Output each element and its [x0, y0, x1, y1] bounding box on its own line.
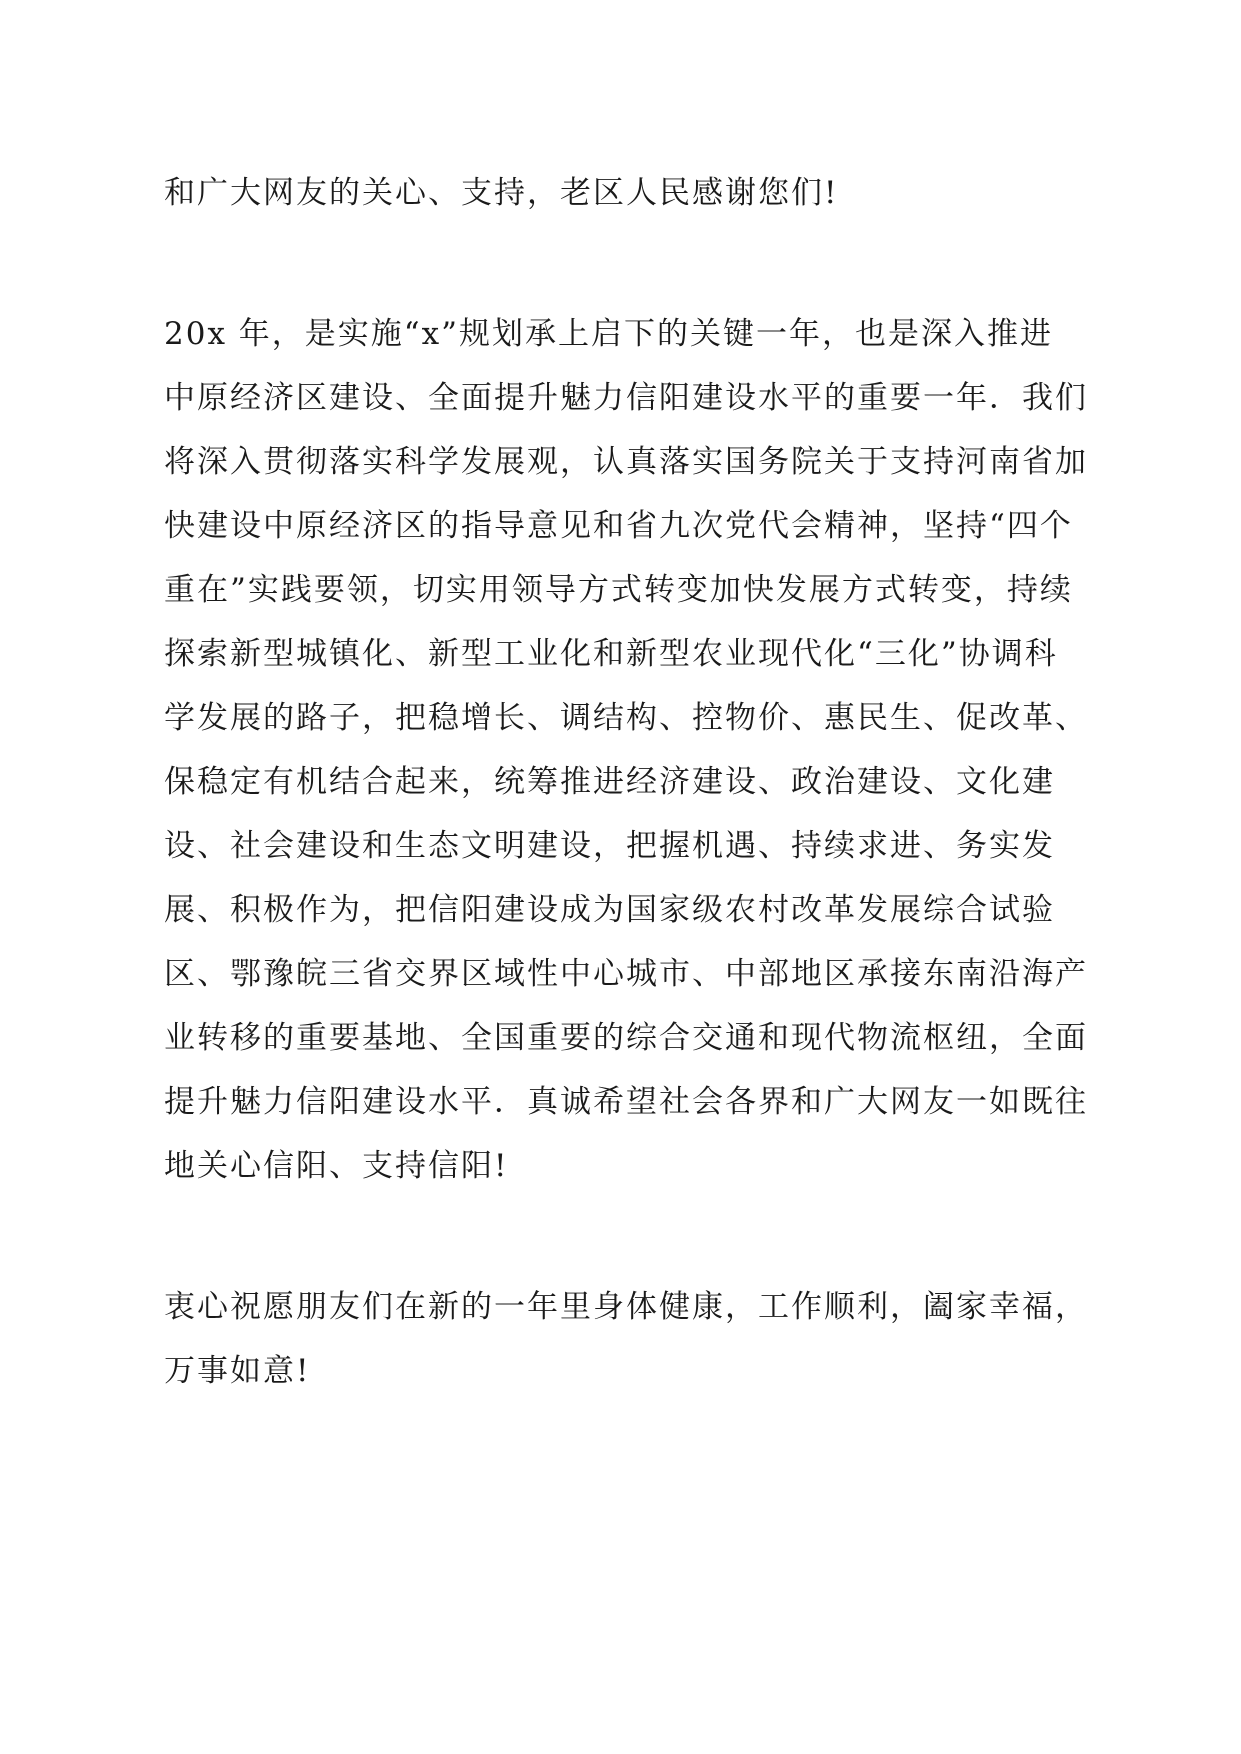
text-line: 将深入贯彻落实科学发展观，认真落实国务院关于支持河南省加 [164, 444, 1088, 480]
paragraph-spacer [164, 1198, 1094, 1275]
paragraph-wishes [164, 1275, 1094, 1403]
text-line: 区、鄂豫皖三省交界区域性中心城市、中部地区承接东南沿海产 [164, 956, 1088, 992]
text-line: 设、社会建设和生态文明建设，把握机遇、持续求进、务实发 [164, 828, 1055, 864]
text-line: 展、积极作为，把信阳建设成为国家级农村改革发展综合试验 [164, 892, 1055, 928]
paragraph-closing-thanks [164, 161, 1094, 225]
text-line: 探索新型城镇化、新型工业化和新型农业现代化“三化”协调科 [164, 636, 1058, 672]
text-line: 业转移的重要基地、全国重要的综合交通和现代物流枢纽，全面 [164, 1020, 1088, 1056]
text-line: 提升魅力信阳建设水平．真诚希望社会各界和广大网友一如既往 [164, 1084, 1088, 1120]
text-line: 地关心信阳、支持信阳! [164, 1148, 509, 1184]
text-line: 和广大网友的关心、支持，老区人民感谢您们! [164, 175, 839, 211]
text-line: 快建设中原经济区的指导意见和省九次党代会精神，坚持“四个 [164, 508, 1073, 544]
text-line: 万事如意! [164, 1353, 311, 1389]
text-line: 学发展的路子，把稳增长、调结构、控物价、惠民生、促改革、 [164, 700, 1088, 736]
text-line: 衷心祝愿朋友们在新的一年里身体健康，工作顺利，阖家幸福， [164, 1289, 1088, 1325]
text-line: 保稳定有机结合起来，统筹推进经济建设、政治建设、文化建 [164, 764, 1055, 800]
text-line: 重在”实践要领，切实用领导方式转变加快发展方式转变，持续 [164, 572, 1073, 608]
paragraph-spacer [164, 225, 1094, 302]
text-line: 20x 年，是实施“x”规划承上启下的关键一年，也是深入推进 [164, 316, 1053, 352]
paragraph-annual-plan [164, 302, 1094, 1198]
document-body [164, 161, 1094, 1403]
text-line: 中原经济区建设、全面提升魅力信阳建设水平的重要一年．我们 [164, 380, 1088, 416]
